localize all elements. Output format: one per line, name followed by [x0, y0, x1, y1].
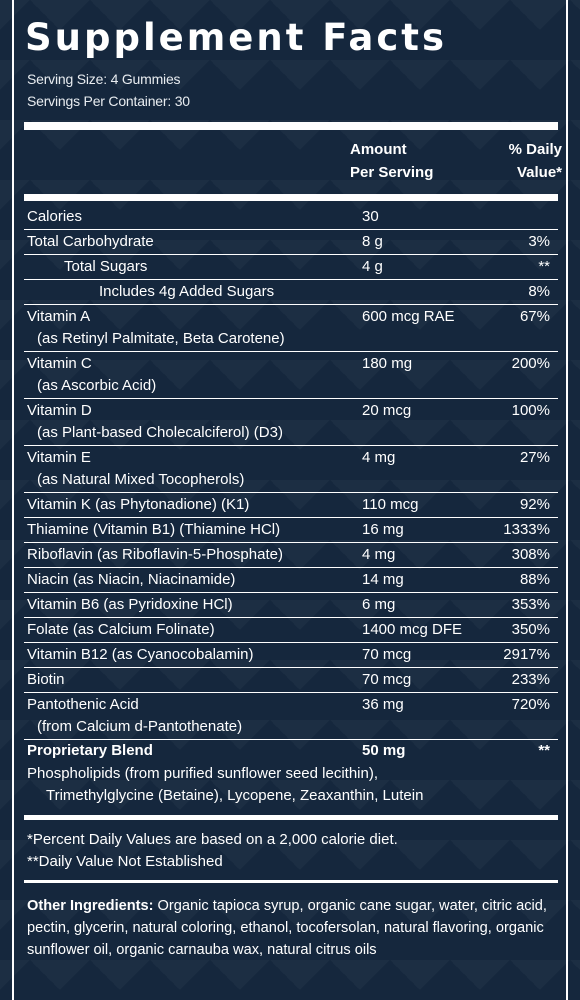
nutrient-amount: 6 mg [362, 596, 396, 613]
nutrient-amount: 36 mg [362, 696, 404, 713]
nutrient-name: Vitamin K (as Phytonadione) (K1) [27, 496, 250, 513]
blend-name: Proprietary Blend [27, 742, 153, 759]
nutrient-amount: 16 mg [362, 521, 404, 538]
row-divider [24, 398, 558, 399]
nutrient-daily-value: 88% [519, 571, 550, 588]
nutrient-daily-value: 353% [511, 596, 550, 613]
row-divider [24, 667, 558, 668]
nutrient-amount: 70 mcg [362, 671, 412, 688]
other-ingredients-text: Organic tapioca syrup, organic cane sugar, water, citric acid, pectin, glycerin, natural coloring, ethanol, tocofersolan, natural flavoring, organic sunflower oil, organic carnauba wax, natural citrus oils [27, 898, 547, 958]
nutrient-daily-value: 233% [511, 671, 550, 688]
servings-per-container: Servings Per Container: 30 [27, 93, 190, 109]
nutrient-daily-value: 1333% [503, 521, 550, 538]
nutrient-daily-value: 720% [511, 696, 550, 713]
nutrient-amount: 14 mg [362, 571, 404, 588]
not-established-footnote: **Daily Value Not Established [27, 853, 223, 870]
nutrient-daily-value: 8% [528, 283, 550, 300]
nutrient-name: Folate (as Calcium Folinate) [27, 621, 215, 638]
thick-rule [24, 815, 558, 820]
nutrient-name: Biotin [27, 671, 65, 688]
nutrient-amount: 4 mg [362, 546, 396, 563]
nutrient-daily-value: 308% [511, 546, 550, 563]
nutrient-name: Pantothenic Acid [27, 696, 139, 713]
thick-rule [24, 194, 558, 201]
nutrient-amount: 1400 mcg DFE [362, 621, 463, 638]
blend-amount: 50 mg [362, 742, 406, 759]
nutrient-name: Vitamin C [27, 355, 92, 372]
blend-ingredients-line2: Trimethylglycine (Betaine), Lycopene, Zeaxanthin, Lutein [46, 787, 424, 804]
nutrient-amount: 4 mg [362, 449, 396, 466]
nutrient-source: (as Natural Mixed Tocopherols) [37, 471, 245, 488]
nutrient-amount: 180 mg [362, 355, 413, 372]
nutrient-amount: 20 mcg [362, 402, 412, 419]
nutrient-daily-value: 2917% [503, 646, 550, 663]
nutrient-name: Niacin (as Niacin, Niacinamide) [27, 571, 236, 588]
other-ingredients [27, 895, 562, 961]
nutrient-daily-value: 92% [519, 496, 550, 513]
nutrient-amount: 70 mcg [362, 646, 412, 663]
nutrient-name: Riboflavin (as Riboflavin-5-Phosphate) [27, 546, 283, 563]
nutrient-daily-value: 27% [519, 449, 550, 466]
blend-dv: ** [538, 742, 550, 759]
nutrient-amount: 8 g [362, 233, 383, 250]
nutrient-amount: 600 mcg RAE [362, 308, 455, 325]
nutrient-name: Includes 4g Added Sugars [99, 283, 275, 300]
nutrient-name: Vitamin E [27, 449, 91, 466]
nutrient-source: (as Plant-based Cholecalciferol) (D3) [37, 424, 283, 441]
serving-size: Serving Size: 4 Gummies [27, 71, 181, 87]
daily-value-header: % Daily Value* [508, 141, 562, 181]
nutrient-daily-value: 200% [511, 355, 550, 372]
thick-rule [24, 122, 558, 130]
nutrient-daily-value: 67% [519, 308, 550, 325]
row-divider [24, 351, 558, 352]
nutrient-name: Total Carbohydrate [27, 233, 154, 250]
row-divider [24, 304, 558, 305]
nutrient-source: (as Retinyl Palmitate, Beta Carotene) [37, 330, 285, 347]
nutrient-name: Thiamine (Vitamin B1) (Thiamine HCl) [27, 521, 281, 538]
nutrient-source: (from Calcium d-Pantothenate) [37, 718, 243, 735]
nutrient-amount: 110 mcg [362, 496, 419, 513]
nutrient-daily-value: 100% [511, 402, 550, 419]
nutrient-daily-value: 350% [511, 621, 550, 638]
other-ingredients-label: Other Ingredients: [27, 898, 154, 914]
nutrient-name: Total Sugars [64, 258, 148, 275]
nutrient-source: (as Ascorbic Acid) [37, 377, 157, 394]
row-divider [24, 445, 558, 446]
nutrient-daily-value: ** [538, 258, 550, 275]
dv-footnote: *Percent Daily Values are based on a 2,000 calorie diet. [27, 831, 398, 848]
nutrient-name: Vitamin A [27, 308, 91, 325]
thick-rule [24, 880, 558, 883]
nutrient-daily-value: 3% [528, 233, 550, 250]
nutrient-name: Vitamin B12 (as Cyanocobalamin) [27, 646, 254, 663]
panel-title: Supplement Facts [25, 16, 448, 59]
nutrient-name: Calories [27, 208, 83, 225]
nutrient-amount: 4 g [362, 258, 383, 275]
amount-header: Amount Per Serving [350, 141, 434, 181]
supplement-facts-panel [12, 0, 568, 1000]
nutrient-amount: 30 [362, 208, 379, 225]
blend-ingredients-line1: Phospholipids (from purified sunflower seed lecithin), [27, 765, 379, 782]
nutrient-name: Vitamin D [27, 402, 92, 419]
nutrient-name: Vitamin B6 (as Pyridoxine HCl) [27, 596, 233, 613]
